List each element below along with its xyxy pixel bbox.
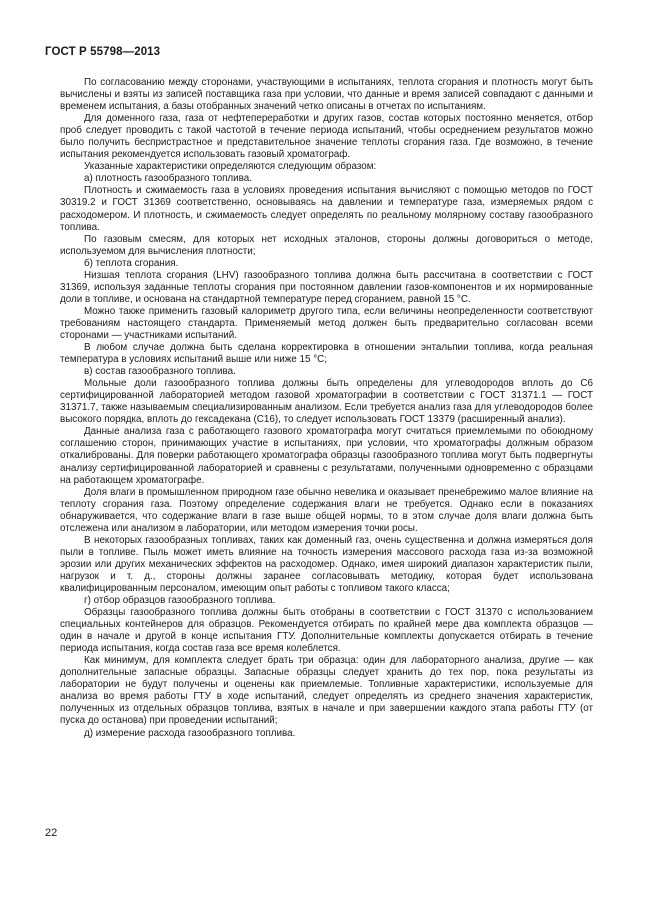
paragraph-enthalpy: В любом случае должна быть сделана корректировка в отношении энтальпии топлива, когда реальная температура в условиях испытаний выше или ниже 15 °С; xyxy=(60,342,593,366)
list-item-d: д) измерение расхода газообразного топлива. xyxy=(84,727,296,739)
paragraph-gas-mixtures: По газовым смесям, для которых нет исходных эталонов, стороны должны договориться о методе, используемом для вычисления плотности; xyxy=(60,233,593,257)
list-item-v: в) состав газообразного топлива. xyxy=(84,366,236,378)
paragraph-moisture: Доля влаги в промышленном природном газе обычно невелика и оказывает пренебрежимо малое влияние на теплоту сгорания газа. Поэтому определение содержания влаги не требуется. Однако если в показаниях обнаруживается, что содержание влаги в газе выше общей нормы, то в этом случае доля влаги должна быть отслежена или анализом в лаборатории, или методом измерения точки росы. xyxy=(60,486,593,534)
paragraph-chromatograph: Данные анализа газа с работающего газового хроматографа могут считаться приемлемыми по обоюдному соглашению сторон, принимающих участие в испытаниях, при условии, что хроматографы должным образом откалиброваны. Для поверки работающего хроматографа образцы газообразного топлива могут быть подвергнуты анализу сертифицированной лабораторией и сравнены с результатами, полученными одновременно с образцами на работающем хроматографе. xyxy=(60,426,593,486)
page-header-standard-title: ГОСТ Р 55798—2013 xyxy=(45,46,161,58)
paragraph-mole-fractions: Мольные доли газообразного топлива должны быть определены для углеводородов вплоть до С6 сертифицированной лабораторией методом газовой хроматографии в соответствии с ГОСТ 31371.1 — ГОСТ 31371.7, также называемым специализированным анализом. Если требуется анализ газа для углеводородов более высокого порядка, вплоть до гексадекана (С16), то следует использовать ГОСТ 13379 (расширенный анализ). xyxy=(60,378,593,426)
list-item-b: б) теплота сгорания. xyxy=(84,257,179,269)
paragraph-samples-minimum: Как минимум, для комплекта следует брать три образца: один для лабораторного анализа, другие — как дополнительные запасные образцы. Запасные образцы следует хранить до тех пор, пока результаты из лаборатории не будут получены и оценены как приемлемые. Топливные характеристики, используемые для анализа во время работы ГТУ в ходе испытаний, следует определять из среднего значения характеристик, полученных из отдельных образцов топлива, взятых в начале и при завершении каждого этапа работы ГТУ (от пуска до останова) при проведении испытаний; xyxy=(60,655,593,727)
paragraph-3: Указанные характеристики определяются следующим образом: xyxy=(84,161,377,173)
paragraph-lhv: Низшая теплота сгорания (LHV) газообразного топлива должна быть рассчитана в соответствии с ГОСТ 31369, используя заданные теплоты сгорания при постоянном давлении газов-компонентов и их нормированные доли в топливе, и основана на стандартной температуре перед сгоранием, равной 15 °С. xyxy=(60,269,593,305)
paragraph-density: Плотность и сжимаемость газа в условиях проведения испытания вычисляют с помощью методов по ГОСТ 30319.2 и ГОСТ 31369 соответственно, основываясь на давлении и температуре газа, измеряемых рядом с расходомером. И плотность, и сжимаемость следует определять по реальному молярному составу газообразного топлива. xyxy=(60,185,593,233)
paragraph-dust: В некоторых газообразных топливах, таких как доменный газ, очень существенна и должна измеряться доля пыли в топливе. Пыль может иметь влияние на точность измерения массового расхода газа из-за возможной эрозии или других механических эффектов на расходомер. Однако, имея широкий диапазон характеристик пыли, нагрузок и т. д., стороны должны заранее согласовывать методику, которая будет использована квалифицированным персоналом, имеющим опыт работы с топливом такого класса; xyxy=(60,534,593,594)
paragraph-sampling: Образцы газообразного топлива должны быть отобраны в соответствии с ГОСТ 31370 с использованием специальных контейнеров для образцов. Рекомендуется отбирать по крайней мере два комплекта образцов — один в начале и другой в конце испытания ГТУ. Дополнительные комплекты допускается отбирать в течение периода испытания, когда состав газа все время колеблется. xyxy=(60,607,593,655)
list-item-a: а) плотность газообразного топлива. xyxy=(84,173,252,185)
paragraph-1: По согласованию между сторонами, участвующими в испытаниях, теплота сгорания и плотность могут быть вычислены и взяты из записей поставщика газа при условии, что данные и время записей совпадают с данными и временем испытания, а базы отобранных значений четко описаны в отчетах по испытаниям. xyxy=(60,77,593,113)
paragraph-calorimeter: Можно также применить газовый калориметр другого типа, если величины неопределенности соответствуют требованиям настоящего стандарта. Применяемый метод должен быть предварительно согласован всеми сторонами — участниками испытаний. xyxy=(60,305,593,341)
body-text xyxy=(60,77,593,740)
list-item-g: г) отбор образцов газообразного топлива. xyxy=(84,595,276,607)
page-number: 22 xyxy=(45,827,58,839)
paragraph-2: Для доменного газа, газа от нефтепереработки и других газов, состав которых постоянно меняется, отбор проб следует проводить с такой частотой в течение периода испытаний, чтобы осреднением результатов можно было получить беспристрастное и представительное значение теплоты сгорания газа. Где возможно, в течение испытания рекомендуется использовать газовый хроматограф. xyxy=(60,113,593,161)
